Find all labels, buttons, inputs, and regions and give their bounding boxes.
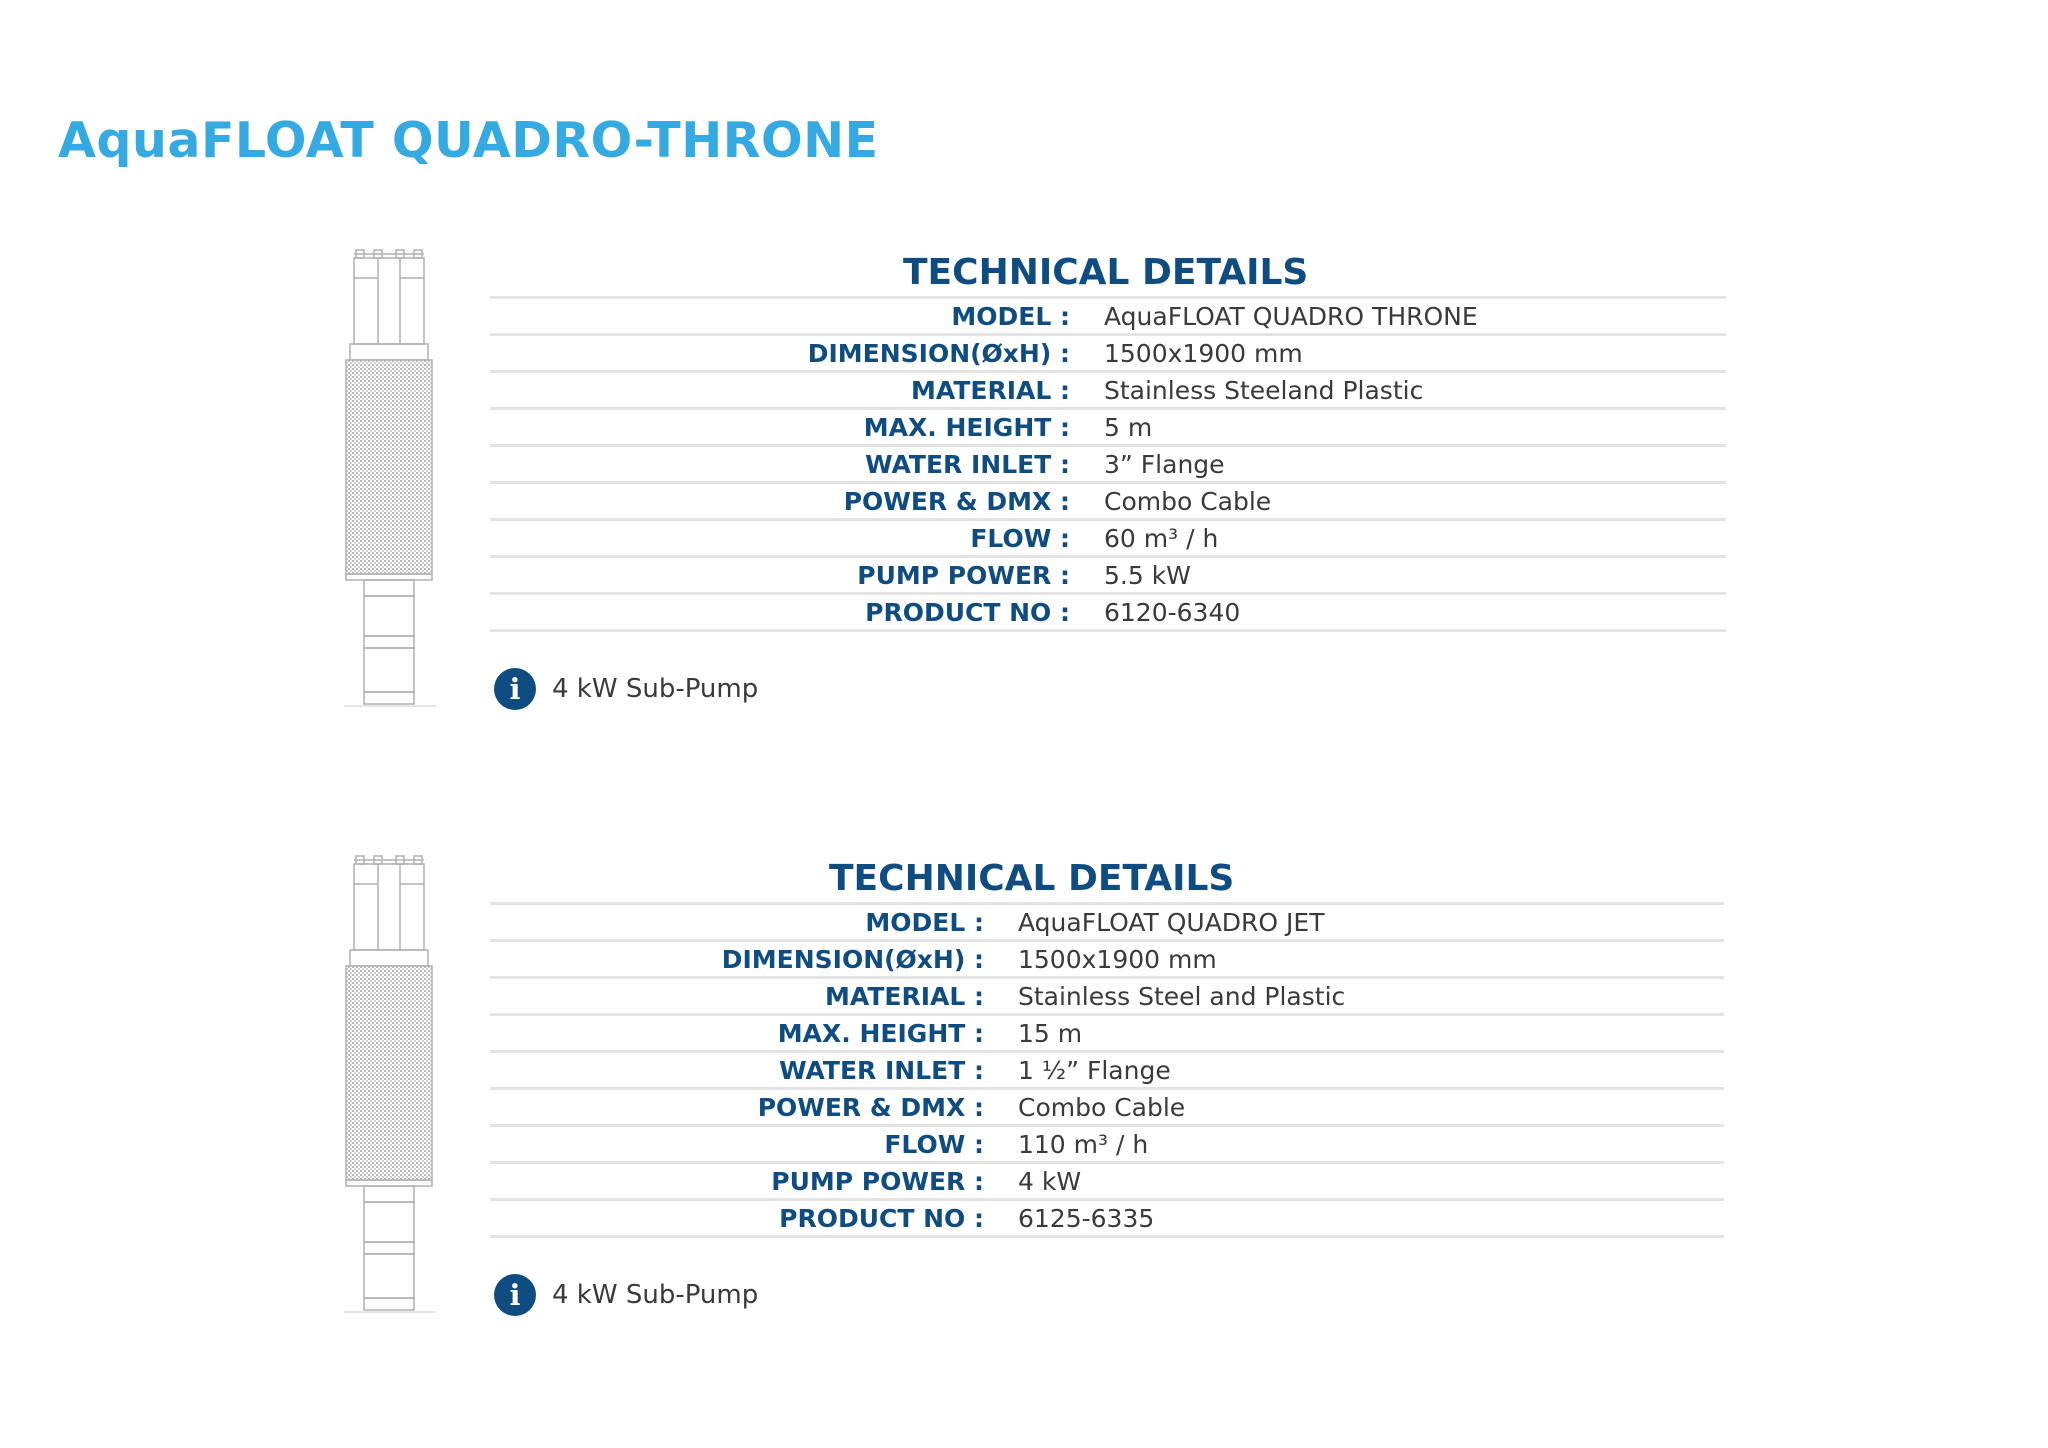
spec-row-dimension [490, 335, 1726, 372]
spec-label: MAX. HEIGHT : [863, 412, 1070, 442]
spec-label: PRODUCT NO : [779, 1203, 984, 1233]
spec-label: MATERIAL : [911, 375, 1070, 405]
spec-row-product-no [490, 594, 1726, 631]
spec-label: MAX. HEIGHT : [777, 1018, 984, 1048]
spec-row-product-no [490, 1200, 1724, 1237]
spec-row-max-height [490, 409, 1726, 446]
spec-table [490, 902, 1724, 1238]
spec-row-pump-power [490, 557, 1726, 594]
spec-value: 110 m³ / h [1018, 1129, 1149, 1159]
spec-label: PUMP POWER : [771, 1166, 984, 1196]
spec-label: POWER & DMX : [757, 1092, 984, 1122]
info-note-text: 4 kW Sub-Pump [552, 1280, 759, 1310]
spec-label: WATER INLET : [865, 449, 1070, 479]
info-note-text: 4 kW Sub-Pump [552, 674, 759, 704]
spec-value: Combo Cable [1018, 1092, 1186, 1122]
technical-details-heading: TECHNICAL DETAILS [829, 858, 1235, 899]
spec-value: 6120-6340 [1104, 597, 1241, 627]
spec-label: MODEL : [865, 907, 984, 937]
spec-value: 15 m [1018, 1018, 1083, 1048]
spec-section [0, 846, 2048, 1406]
spec-row-flow [490, 1126, 1724, 1163]
spec-label: PRODUCT NO : [865, 597, 1070, 627]
spec-label: POWER & DMX : [843, 486, 1070, 516]
spec-label: DIMENSION(ØxH) : [807, 338, 1070, 368]
spec-row-water-inlet [490, 1052, 1724, 1089]
spec-row-model [490, 298, 1726, 335]
spec-label: FLOW : [884, 1129, 984, 1159]
spec-row-material [490, 372, 1726, 409]
spec-table [490, 296, 1726, 632]
spec-label: MODEL : [951, 301, 1070, 331]
spec-value: 5 m [1104, 412, 1153, 442]
info-icon: i [494, 668, 536, 710]
spec-row-material [490, 978, 1724, 1015]
spec-value: Combo Cable [1104, 486, 1272, 516]
spec-row-power-dmx [490, 483, 1726, 520]
spec-value: AquaFLOAT QUADRO THRONE [1104, 301, 1478, 331]
info-icon: i [494, 1274, 536, 1316]
spec-row-model [490, 904, 1724, 941]
spec-row-water-inlet [490, 446, 1726, 483]
spec-value: 1 ½” Flange [1018, 1055, 1171, 1085]
info-note [494, 1274, 758, 1316]
spec-row-flow [490, 520, 1726, 557]
spec-row-pump-power [490, 1163, 1724, 1200]
spec-value: Stainless Steel and Plastic [1018, 981, 1346, 1011]
spec-value: 1500x1900 mm [1104, 338, 1303, 368]
fountain-nozzle-drawing [340, 854, 440, 1316]
fountain-nozzle-drawing [340, 248, 440, 710]
spec-row-max-height [490, 1015, 1724, 1052]
spec-value: 3” Flange [1104, 449, 1225, 479]
spec-value: Stainless Steeland Plastic [1104, 375, 1424, 405]
spec-value: 6125-6335 [1018, 1203, 1155, 1233]
spec-label: FLOW : [970, 523, 1070, 553]
technical-details-heading: TECHNICAL DETAILS [903, 252, 1309, 293]
spec-label: PUMP POWER : [857, 560, 1070, 590]
spec-value: AquaFLOAT QUADRO JET [1018, 907, 1325, 937]
spec-row-power-dmx [490, 1089, 1724, 1126]
spec-section [0, 240, 2048, 800]
spec-label: DIMENSION(ØxH) : [721, 944, 984, 974]
spec-value: 1500x1900 mm [1018, 944, 1217, 974]
page-title: AquaFLOAT QUADRO-THRONE [58, 112, 879, 169]
spec-value: 5.5 kW [1104, 560, 1191, 590]
info-note [494, 668, 758, 710]
spec-value: 60 m³ / h [1104, 523, 1219, 553]
spec-label: MATERIAL : [825, 981, 984, 1011]
spec-label: WATER INLET : [779, 1055, 984, 1085]
spec-row-dimension [490, 941, 1724, 978]
spec-value: 4 kW [1018, 1166, 1082, 1196]
